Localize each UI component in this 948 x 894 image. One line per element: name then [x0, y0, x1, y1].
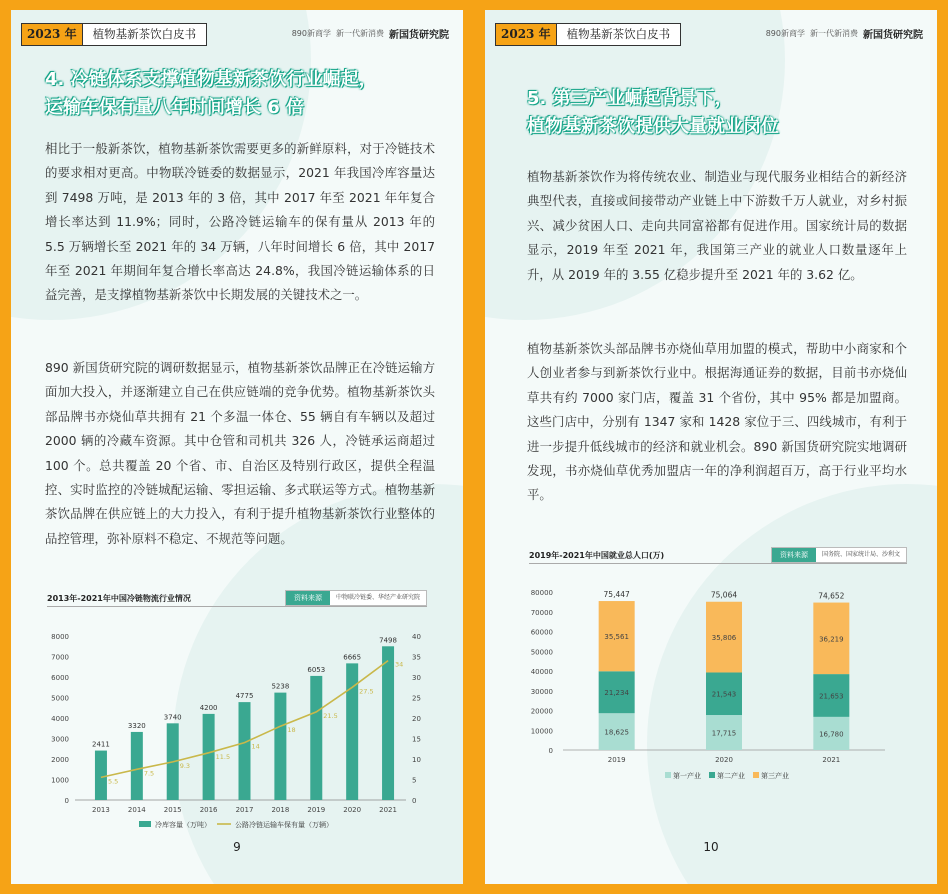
- segment-value-label: 18,625: [604, 728, 629, 737]
- paragraph-2: 植物基新茶饮头部品牌书亦烧仙草用加盟的模式，帮助中小商家和个人创业者参与到新茶饮行业中。根据海通证券的数据，目前书亦烧仙草共有约 7000 家门店，覆盖 31 个省份，其中 95% 都是加盟商。这些门店中，分别有 1347 家和 1428 家位于三、四线城市，有利于进一步提升低线城市的经济和就业机会。890 新国货研究院实地调研发现，书亦烧仙草优秀加盟店一年的净利润超百万，高于行业平均水平。: [527, 341, 907, 503]
- page-header: [495, 23, 681, 46]
- y-tick: 60000: [530, 628, 553, 637]
- y-tick: 0: [548, 747, 553, 755]
- header-logos: [766, 26, 923, 41]
- logo-890: 890新商学: [765, 29, 805, 38]
- page-number: 9: [233, 840, 241, 854]
- y-tick: 30000: [530, 687, 553, 696]
- y-tick-right: 15: [412, 735, 421, 744]
- line-value-label: 9.3: [179, 761, 191, 770]
- legend-swatch-bar: [139, 821, 151, 827]
- y-tick-left: 5000: [51, 694, 69, 703]
- x-tick-label: 2019: [607, 756, 626, 764]
- legend-swatch: [665, 772, 671, 778]
- bar: [274, 693, 286, 800]
- y-tick: 10000: [530, 727, 553, 736]
- x-tick-label: 2013: [92, 806, 110, 814]
- page-number: 10: [703, 840, 719, 854]
- section-title-line2: 植物基新茶饮提供大量就业岗位: [527, 116, 779, 137]
- line-value-label: 5.5: [107, 777, 119, 786]
- legend-swatch: [709, 772, 715, 778]
- x-tick-label: 2016: [199, 806, 218, 814]
- legend-label: 冷库容量（万吨）: [155, 821, 211, 829]
- y-tick-left: 7000: [51, 653, 69, 662]
- bar: [310, 676, 322, 800]
- legend-swatch: [753, 772, 759, 778]
- total-label: 75,064: [710, 590, 738, 600]
- y-tick: 50000: [530, 648, 553, 657]
- x-tick-label: 2020: [343, 806, 362, 814]
- y-tick-left: 4000: [51, 715, 69, 723]
- chart-title: 2019年-2021年中国就业总人口(万): [529, 550, 665, 560]
- page-right: [485, 10, 937, 884]
- x-tick-label: 2021: [379, 806, 397, 814]
- line-value-label: 11.5: [215, 752, 231, 761]
- bar-value-label: 4775: [235, 692, 254, 701]
- y-tick-right: 10: [412, 756, 421, 764]
- bar-value-label: 6665: [343, 653, 362, 662]
- line-value-label: 14: [251, 742, 260, 751]
- bar-value-label: 3320: [127, 721, 146, 730]
- x-tick-label: 2017: [235, 806, 254, 814]
- y-tick-left: 6000: [51, 674, 69, 682]
- chart-header: [47, 590, 427, 607]
- y-tick-left: 1000: [51, 776, 69, 785]
- logo-xinyidai: 新一代新消费: [336, 29, 384, 38]
- header-year: 2023 年: [496, 24, 557, 45]
- bar: [95, 751, 107, 800]
- x-tick-label: 2014: [127, 806, 146, 814]
- total-label: 74,652: [818, 591, 845, 601]
- x-tick-label: 2020: [715, 756, 733, 764]
- logo-institute: 新国货研究院: [863, 30, 923, 41]
- section-title-line1: 4. 冷链体系支撑植物基新茶饮行业崛起，: [45, 69, 377, 90]
- logo-institute: 新国货研究院: [389, 30, 449, 41]
- legend-label: 第一产业: [673, 772, 701, 780]
- section-title-line1: 5. 第三产业崛起背景下，: [527, 88, 733, 109]
- bar: [239, 702, 251, 800]
- source-text: 中物联冷链委、华经产业研究院: [335, 594, 420, 601]
- y-tick-right: 35: [412, 653, 421, 662]
- chart-source: [771, 547, 907, 563]
- bar-value-label: 7498: [379, 636, 397, 645]
- bar: [131, 732, 143, 800]
- y-tick-right: 20: [412, 715, 421, 723]
- page-left: [11, 10, 463, 884]
- y-tick-right: 30: [412, 674, 421, 682]
- y-tick: 40000: [530, 668, 553, 676]
- y-tick-left: 3000: [51, 735, 69, 744]
- section-title: [45, 66, 377, 122]
- source-label: 资料来源: [286, 591, 330, 605]
- source-text: 国务院、国家统计局、沙利文: [821, 551, 900, 558]
- segment-value-label: 35,561: [604, 633, 629, 642]
- header-logos: [292, 26, 449, 41]
- y-tick: 70000: [530, 608, 553, 617]
- y-tick: 20000: [530, 707, 553, 716]
- x-tick-label: 2018: [271, 806, 290, 814]
- segment-value-label: 21,543: [711, 690, 737, 699]
- segment-value-label: 21,234: [604, 689, 629, 698]
- bar: [203, 714, 215, 800]
- header-year: 2023 年: [22, 24, 83, 45]
- line-value-label: 18: [287, 726, 296, 735]
- segment-value-label: 17,715: [711, 729, 737, 738]
- paragraph-2: 890 新国货研究院的调研数据显示，植物基新茶饮品牌正在冷链运输方面加大投入，并逐渐建立自己在供应链端的竞争优势。植物基新茶饮头部品牌书亦烧仙草共拥有 21 个多温一体仓、55 辆自有车辆以及超过 2000 辆的冷藏车资源。其中仓管和司机共 326 人，冷链承运商超过 100 个。总共覆盖 20 个省、市、自治区及特别行政区，提供全程温控、实时监控的冷链城配运输、零担运输、多式联运等方式。植物基新茶饮品牌在供应链上的大力投入，有利于提升植物基新茶饮行业整体的品控管理，弥补原料不稳定、不规范等问题。: [45, 360, 435, 546]
- cold-chain-chart: [11, 610, 463, 840]
- source-label: 资料来源: [772, 548, 816, 562]
- line-value-label: 34: [395, 660, 404, 669]
- y-tick-left: 2000: [51, 756, 69, 764]
- paragraph-1: 相比于一般新茶饮，植物基新茶饮需要更多的新鲜原料，对于冷链技术的要求相对更高。中物联冷链委的数据显示，2021 年我国冷库容量达到 7498 万吨，是 2013 年的 3 倍，其中 2017 年至 2021 年年复合增长率达到 11.9%；同时，公路冷链运输车的保有量从 2013 年的 5.5 万辆增长至 2021 年的 34 万辆，八年时间增长 6 倍，其中 2017 年至 2021 年期间年复合增长率高达 24.8%，我国冷链运输体系的日益完善，是支撑植物基新茶饮中长期发展的关键技术之一。: [45, 141, 435, 303]
- y-tick-right: 0: [412, 797, 417, 805]
- bar-value-label: 3740: [163, 713, 182, 722]
- segment-value-label: 21,653: [819, 692, 844, 701]
- line-value-label: 21.5: [323, 711, 338, 720]
- chart-title: 2013年-2021年中国冷链物流行业情况: [47, 593, 191, 603]
- bar-value-label: 6053: [307, 665, 326, 674]
- y-tick-left: 8000: [51, 633, 69, 641]
- legend-label: 第二产业: [717, 772, 745, 780]
- bar-value-label: 4200: [199, 703, 218, 712]
- chart-header: [529, 547, 907, 564]
- y-tick-right: 40: [412, 633, 421, 641]
- segment-value-label: 16,780: [819, 730, 844, 739]
- section-title-line2: 运输车保有量八年时间增长 6 倍: [45, 97, 305, 118]
- x-tick-label: 2021: [822, 756, 841, 764]
- logo-xinyidai: 新一代新消费: [810, 29, 858, 38]
- x-tick-label: 2015: [163, 806, 182, 814]
- chart-source: [285, 590, 427, 606]
- x-tick-label: 2019: [307, 806, 326, 814]
- y-tick: 80000: [530, 589, 553, 597]
- logo-890: 890新商学: [291, 29, 331, 38]
- legend-label: 公路冷链运输车保有量（万辆）: [235, 821, 333, 829]
- total-label: 75,447: [603, 590, 630, 600]
- section-title: [527, 85, 779, 141]
- header-title: 植物基新茶饮白皮书: [92, 27, 197, 41]
- y-tick-left: 0: [64, 797, 69, 805]
- employment-chart: [485, 570, 937, 790]
- legend-label: 第三产业: [761, 772, 789, 780]
- header-title: 植物基新茶饮白皮书: [566, 27, 671, 41]
- paragraph-1: 植物基新茶饮作为将传统农业、制造业与现代服务业相结合的新经济典型代表，直接或间接带动产业链上中下游数千万人就业，对乡村振兴、减少贫困人口、走向共同富裕都有促进作用。国家统计局的数据显示，2019 年至 2021 年，我国第三产业的就业人口数量逐年上升，从 2019 年的 3.55 亿稳步提升至 2021 年的 3.62 亿。: [527, 169, 907, 282]
- page-header: [21, 23, 207, 46]
- bar-value-label: 5238: [271, 682, 290, 691]
- y-tick-right: 25: [412, 694, 421, 703]
- line-value-label: 7.5: [143, 769, 155, 778]
- segment-value-label: 35,806: [711, 634, 737, 643]
- bar: [382, 646, 394, 800]
- y-tick-right: 5: [412, 776, 417, 785]
- line-value-label: 27.5: [359, 687, 374, 696]
- bar-value-label: 2411: [92, 740, 110, 749]
- segment-value-label: 36,219: [819, 635, 844, 644]
